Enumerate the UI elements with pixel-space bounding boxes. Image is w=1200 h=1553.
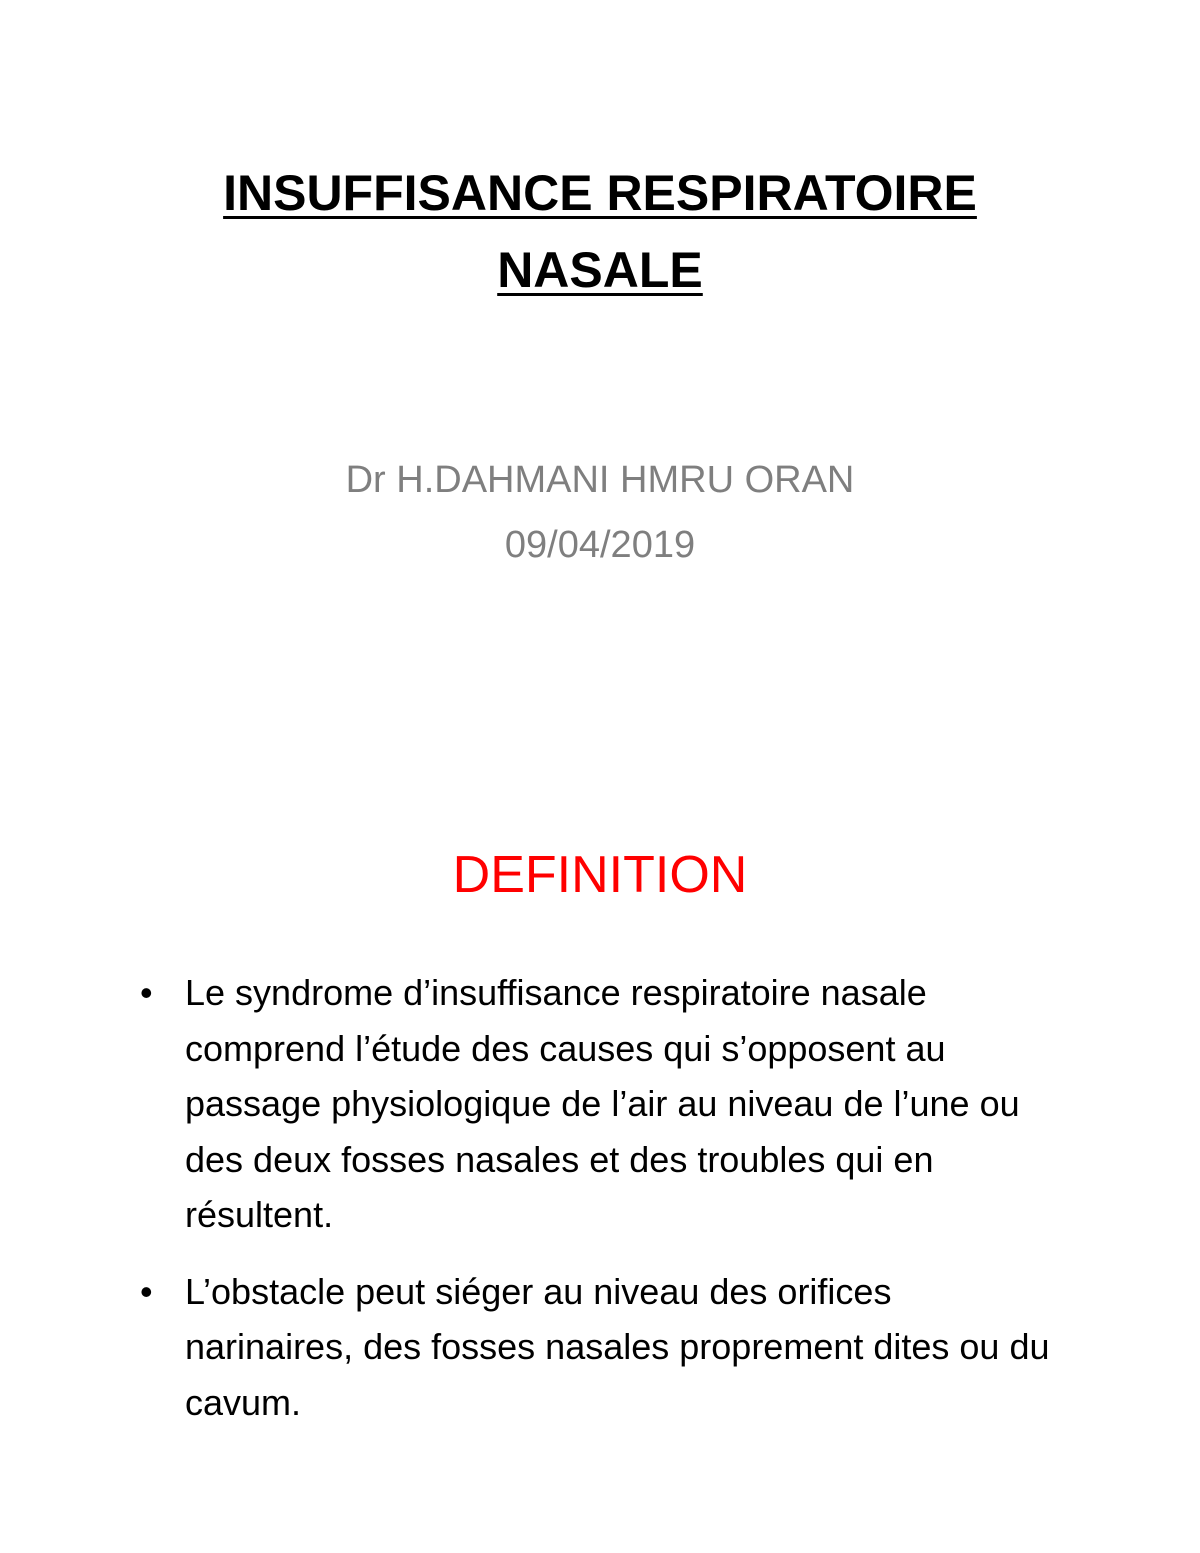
definition-list bbox=[140, 965, 1060, 1451]
title-line-1 bbox=[0, 155, 1200, 232]
list-item-text: Le syndrome d’insuffisance respiratoire nasale comprend l’étude des causes qui s’opposent au passage physiologique de l’air au niveau de l’une ou des deux fosses nasales et des troubles qui en résultent. bbox=[185, 972, 1020, 1235]
title-line-2-text: NASALE bbox=[497, 242, 703, 298]
title-line-1-text: INSUFFISANCE RESPIRATOIRE bbox=[223, 165, 977, 221]
date-line: 09/04/2019 bbox=[504, 524, 696, 566]
list-item bbox=[140, 1264, 1060, 1431]
document-title bbox=[0, 155, 1200, 309]
bullet-icon: • bbox=[140, 972, 153, 1013]
list-item-text: L’obstacle peut siéger au niveau des orifices narinaires, des fosses nasales proprement dites ou du cavum. bbox=[185, 1270, 1050, 1423]
list-item bbox=[140, 965, 1060, 1243]
bullet-icon: • bbox=[140, 1270, 153, 1312]
title-line-2 bbox=[0, 232, 1200, 309]
document-subtitle bbox=[0, 448, 1200, 578]
author-line: Dr H.DAHMANI HMRU ORAN bbox=[345, 459, 855, 501]
section-heading: DEFINITION bbox=[452, 846, 748, 904]
